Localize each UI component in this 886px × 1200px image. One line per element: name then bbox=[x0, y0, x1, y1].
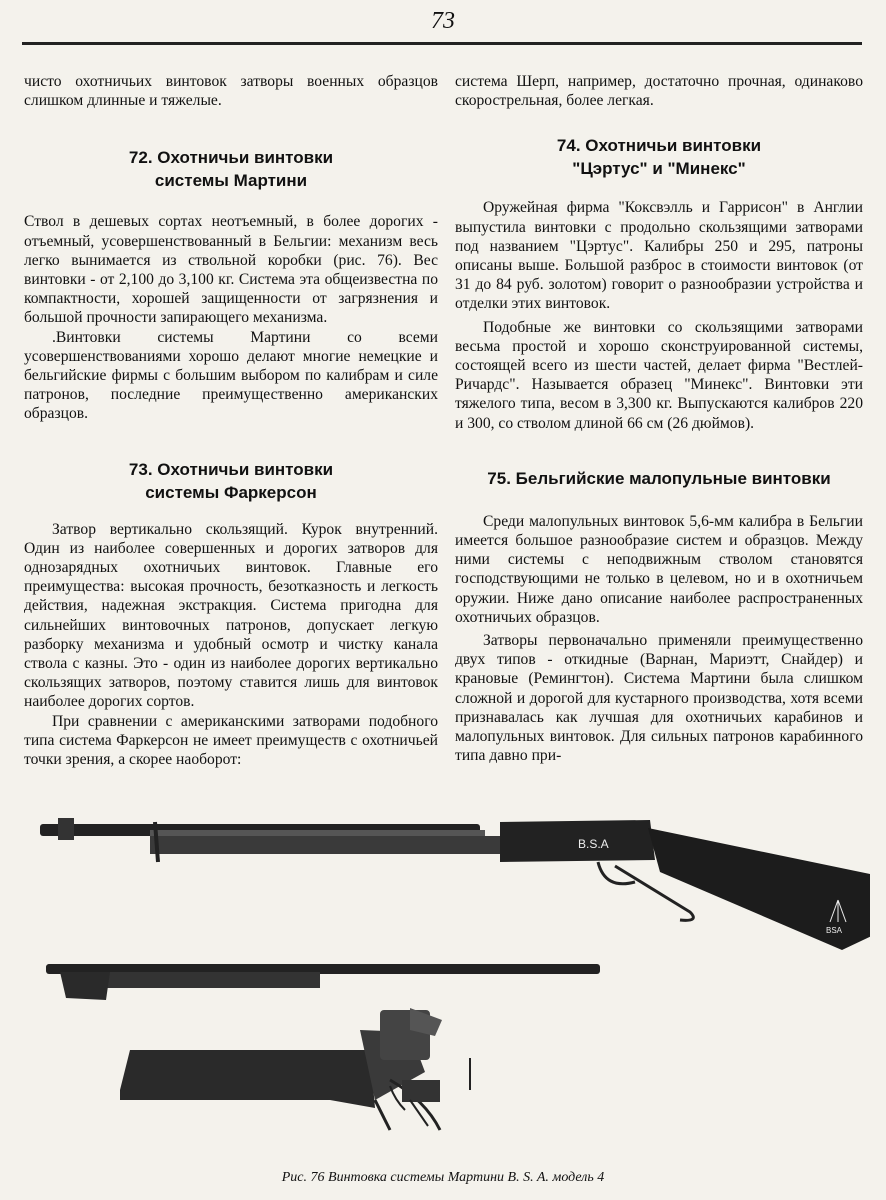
section-heading-74: 74. Охотничьи винтовки "Цэртус" и "Минекс" bbox=[556, 136, 762, 179]
paragraph: Затворы первоначально применяли преимущественно двух типов - откидные (Варнан, Мариэтт, Снайдер) и крановые (Ремингтон). Система Мартини была слишком сложной и дорогой для кустарного производства, хотя всеми признавалась как лучшая для охотничьих карабинов и малопульных винтовок. Для сильных патронов карабинного типа давно при- bbox=[455, 632, 863, 765]
section-heading-72: 72. Охотничьи винтовки системы Мартини bbox=[128, 148, 334, 191]
figure-caption: Рис. 76 Винтовка системы Мартини B. S. A. модель 4 bbox=[281, 1170, 605, 1185]
paragraph: .Винтовки системы Мартини со всеми усовершенствованиями хорошо делают многие немецкие и бельгийские фирмы с большим выбором по калибрам и силе патронов, последние преимущественно американских образцов. bbox=[24, 328, 438, 423]
paragraph: Ствол в дешевых сортах неотъемный, в более дорогих - отъемный, усовершенствованный в Бельгии: механизм весь легко вынимается из ствольной коробки (рис. 76). Вес винтовки - от 2,100 до 3,100 кг. Система эта общеизвестна по компактности, хорошей защищенности от загрязнения и большой прочности запирающего механизма. bbox=[24, 213, 438, 327]
paragraph: Среди малопульных винтовок 5,6-мм калибра в Бельгии имеется большое разнообразие систем и образцов. Между ними системы с неподвижным стволом становятся господствующими не только в целевом, но и в охотничьем оружии. Ниже дано описание наиболее распространенных охотничьих образцов. bbox=[455, 512, 863, 626]
stock-and-action bbox=[120, 1008, 442, 1130]
paragraph: При сравнении с американскими затворами подобного типа система Фаркерсон не имеет преимуществ с охотничьей точки зрения, а скорее наоборот: bbox=[24, 712, 438, 769]
right-column bbox=[455, 72, 863, 765]
barrel-assembly bbox=[46, 964, 600, 1000]
rifle-illustration bbox=[30, 800, 870, 1140]
left-column bbox=[24, 72, 438, 769]
page-number: 73 bbox=[431, 8, 455, 34]
paragraph: Оружейная фирма "Коксвэлль и Гаррисон" в Англии выпустила винтовки с продольно скользящими затворами под названием "Цэртус". Калибры 250 и 295, патроны описаны выше. Большой разброс в стоимости винтовок (от 31 до 84 руб. золотом) говорит о разнообразии устройства и отделки этих винтовок. bbox=[455, 199, 863, 313]
receiver-mark: B.S.A bbox=[578, 837, 609, 851]
section-heading-73: 73. Охотничьи винтовки системы Фаркерсон bbox=[128, 459, 334, 502]
paragraph: Затвор вертикально скользящий. Курок внутренний. Один из наиболее совершенных и дорогих затворов для однозарядных охотничьих винтовок. Главные его преимущества: высокая прочность, безотказность и легкость действия, надежная экстракция. Система пригодна для сильнейших винтовочных патронов, допускает легкую разборку механизма и удобный осмотр и чистку канала ствола с казны. Это - один из наиболее дорогих вертикально скользящих затворов, поэтому ставится лишь для винтовок наиболее дорогих сортов. bbox=[24, 520, 438, 711]
paragraph: чисто охотничьих винтовок затворы военных образцов слишком длинные и тяжелые. bbox=[24, 73, 438, 110]
paragraph: система Шерп, например, достаточно прочная, одинаково скорострельная, более легкая. bbox=[455, 73, 863, 110]
assembled-rifle bbox=[40, 818, 870, 950]
section-heading-75: 75. Бельгийские малопульные винтовки bbox=[487, 468, 831, 488]
stock-mark: BSA bbox=[826, 926, 843, 935]
header-rule bbox=[22, 42, 862, 45]
paragraph: Подобные же винтовки со скользящими затворами весьма простой и хорошо сконструированной системы, состоящей всего из шести частей, делает фирма "Вестлей-Ричардс". Называется образец "Минекс". Винтовки эти тяжелого типа, весом в 3,300 кг. Выпускаются калибров 220 и 300, со стволом длиной 66 см (26 дюймов). bbox=[455, 318, 863, 432]
